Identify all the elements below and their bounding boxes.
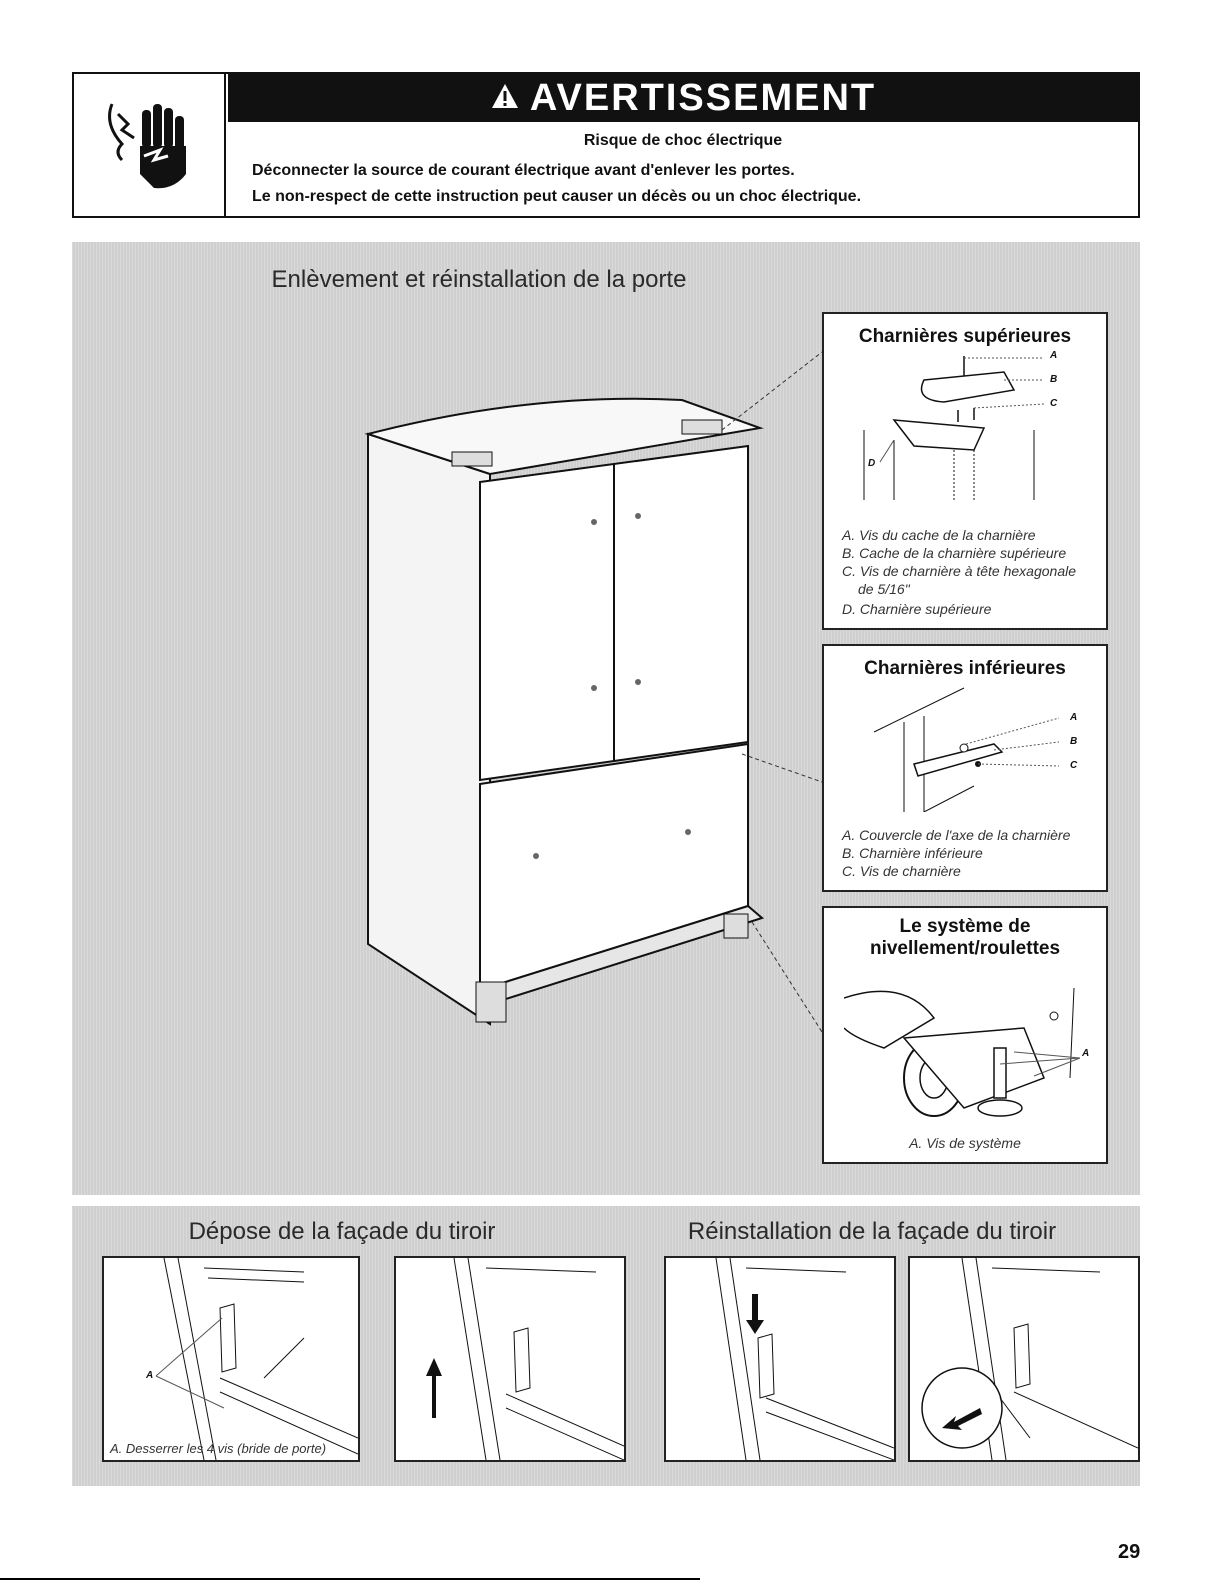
drawer-step-1-letter-a: A — [146, 1370, 154, 1381]
top-hinge-caption-d: D. Charnière supérieure — [842, 601, 992, 617]
warning-title: AVERTISSEMENT — [529, 76, 877, 119]
bottom-hinge-caption-a: A. Couvercle de l'axe de la charnière — [842, 827, 1071, 843]
bottom-hinge-caption-b: B. Charnière inférieure — [842, 845, 983, 861]
top-hinge-caption-b: B. Cache de la charnière supérieure — [842, 545, 1067, 561]
bottom-hinges-title: Charnières inférieures — [864, 658, 1066, 679]
leveling-caption: A. Vis de système — [909, 1135, 1021, 1151]
drawer-step-1 — [102, 1256, 360, 1462]
bottom-hinge-diagram — [854, 682, 1084, 812]
warning-box — [72, 72, 1140, 218]
bottom-hinge-letter-c: C — [1070, 760, 1078, 771]
leveling-title-line-1: Le système de — [899, 916, 1031, 937]
leveling-roller-diagram — [844, 968, 1094, 1128]
up-arrow-icon — [426, 1358, 442, 1418]
drawer-step-1-diagram — [104, 1258, 358, 1460]
top-hinge-letter-c: C — [1050, 398, 1058, 409]
top-hinge-letter-b: B — [1050, 374, 1058, 385]
drawer-step-2 — [394, 1256, 626, 1462]
warning-line-2: Le non-respect de cette instruction peut causer un décès ou un choc électrique. — [252, 188, 862, 205]
top-hinge-caption-a: A. Vis du cache de la charnière — [842, 527, 1036, 543]
drawer-step-2-diagram — [396, 1258, 624, 1460]
door-section-title: Enlèvement et réinstallation de la porte — [271, 266, 687, 293]
electric-shock-hand-icon — [74, 74, 222, 214]
down-arrow-icon — [746, 1294, 764, 1334]
top-hinges-title: Charnières supérieures — [858, 326, 1072, 347]
bottom-rule — [0, 1578, 700, 1580]
page-number: 29 — [1118, 1541, 1141, 1563]
drawer-step-1-caption: A. Desserrer les 4 vis (bride de porte) — [110, 1441, 327, 1456]
drawer-step-4 — [908, 1256, 1140, 1462]
leader-lines — [712, 342, 832, 1062]
warning-header — [228, 74, 1138, 122]
warning-triangle-icon — [490, 77, 520, 120]
drawer-removal-title: Dépose de la façade du tiroir — [188, 1218, 496, 1245]
top-hinge-letter-d: D — [868, 458, 876, 469]
drawer-step-3-diagram — [666, 1258, 894, 1460]
drawer-step-4-diagram — [910, 1258, 1138, 1460]
leveling-box — [822, 906, 1108, 1164]
door-section-panel — [72, 242, 1140, 1195]
bottom-hinge-letter-a: A — [1070, 712, 1078, 723]
bottom-hinge-letter-b: B — [1070, 736, 1078, 747]
warning-line-1: Déconnecter la source de courant électrique avant d'enlever les portes. — [252, 162, 795, 179]
top-hinges-box — [822, 312, 1108, 630]
drawer-reinstall-title: Réinstallation de la façade du tiroir — [687, 1218, 1057, 1245]
drawer-step-3 — [664, 1256, 896, 1462]
warning-icon-cell — [74, 74, 226, 216]
leveling-letter-a: A — [1082, 1048, 1090, 1059]
top-hinge-letter-a: A — [1050, 350, 1058, 361]
bottom-hinges-box — [822, 644, 1108, 892]
drawer-section-panel — [72, 1206, 1140, 1486]
top-hinge-caption-c: C. Vis de charnière à tête hexagonale — [842, 563, 1077, 579]
top-hinge-caption-c-size: de 5/16" — [858, 581, 910, 597]
bottom-hinge-caption-c: C. Vis de charnière — [842, 863, 961, 879]
leveling-title-line-2: nivellement/roulettes — [869, 938, 1061, 959]
warning-subtitle: Risque de choc électrique — [583, 132, 783, 149]
